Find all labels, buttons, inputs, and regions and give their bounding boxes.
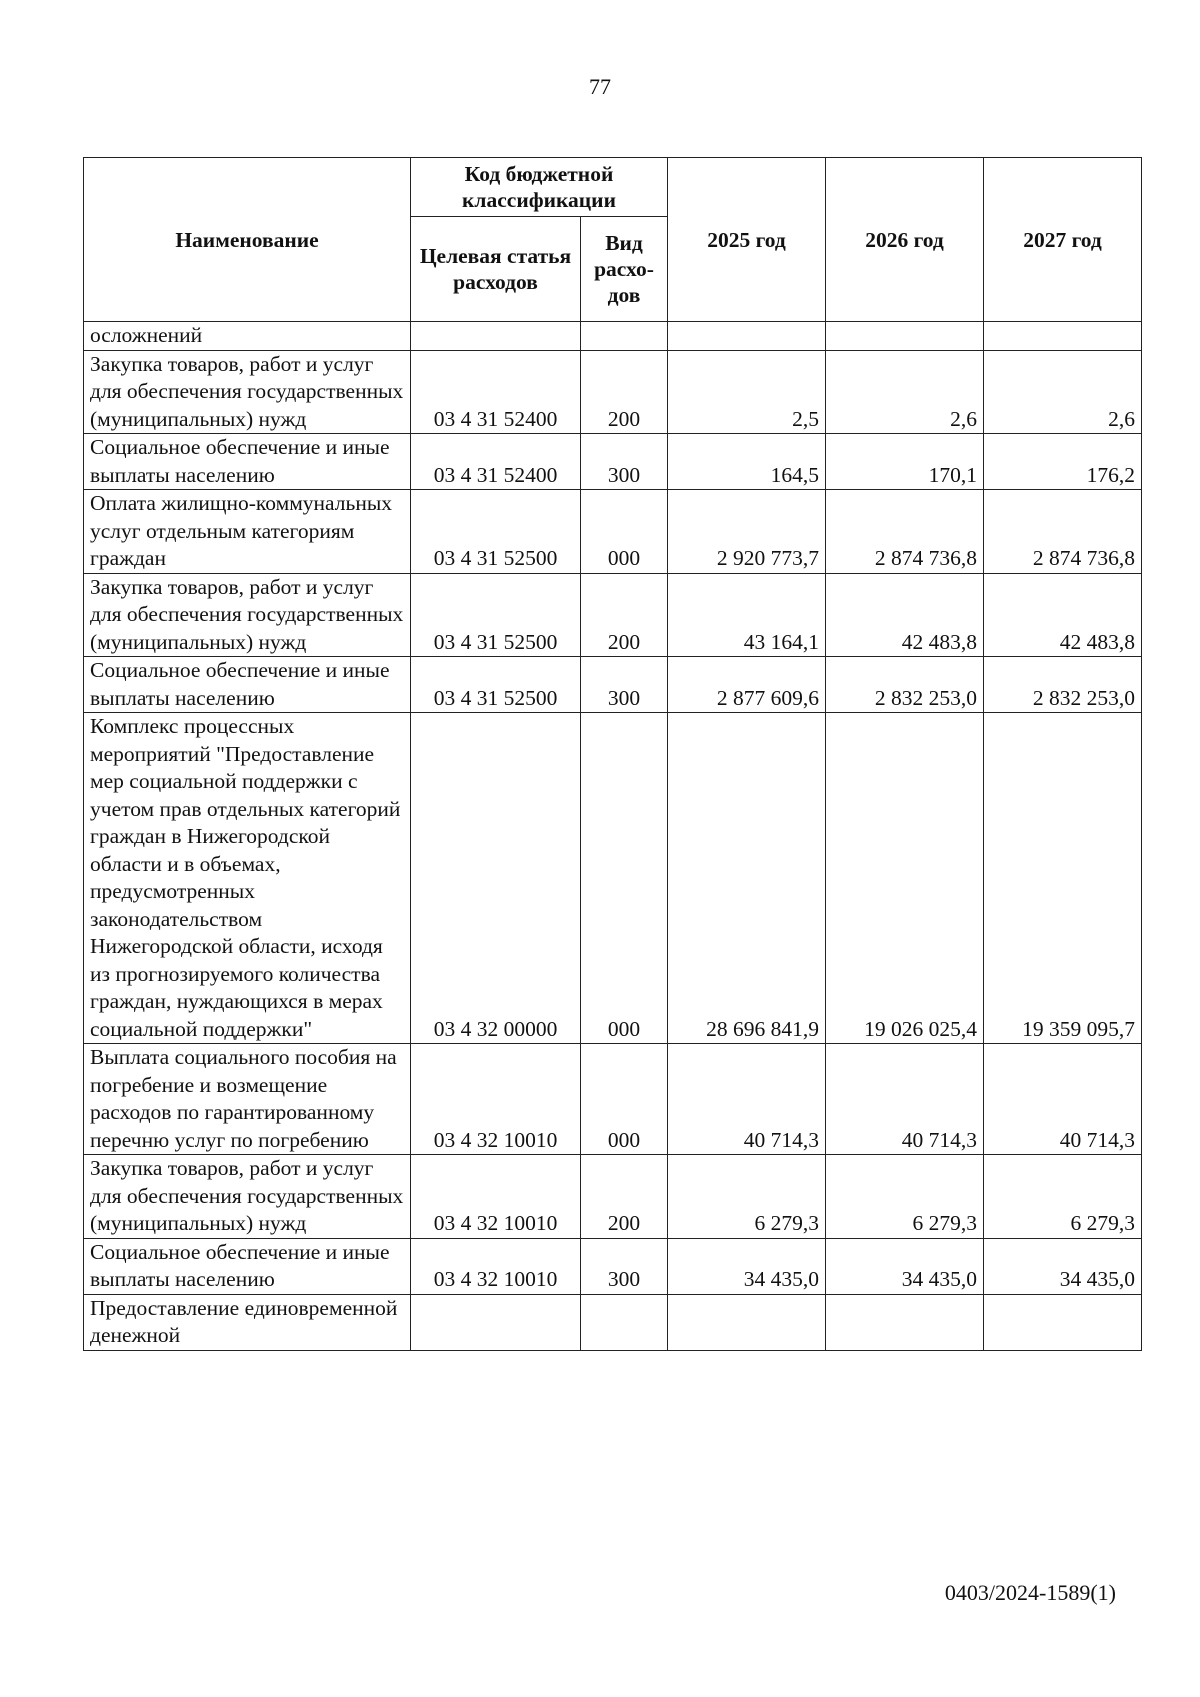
budget-table — [83, 157, 1142, 1351]
table-row — [84, 1155, 1142, 1239]
row-name: Оплата жилищно-коммунальных услуг отдельным категориям граждан — [84, 490, 411, 574]
row-value-2025: 2 877 609,6 — [668, 657, 826, 713]
row-value-2026: 19 026 025,4 — [826, 713, 984, 1044]
header-year-2027: 2027 год — [984, 158, 1142, 322]
header-budget-code: Код бюджетной классификации — [411, 158, 668, 217]
header-expense-type: Вид расхо-дов — [581, 217, 668, 322]
row-name: Закупка товаров, работ и услуг для обеспечения государственных (муниципальных) нужд — [84, 350, 411, 434]
header-year-2026: 2026 год — [826, 158, 984, 322]
row-value-2026 — [826, 1294, 984, 1350]
table-row — [84, 657, 1142, 713]
row-value-2025: 2,5 — [668, 350, 826, 434]
row-expense-type: 200 — [581, 573, 668, 657]
row-value-2027 — [984, 322, 1142, 351]
row-expense-type: 200 — [581, 350, 668, 434]
row-value-2025: 164,5 — [668, 434, 826, 490]
table-row — [84, 1294, 1142, 1350]
row-value-2027: 40 714,3 — [984, 1044, 1142, 1155]
row-target-article — [411, 1294, 581, 1350]
row-value-2026: 2,6 — [826, 350, 984, 434]
row-value-2027 — [984, 1294, 1142, 1350]
row-expense-type: 300 — [581, 434, 668, 490]
row-target-article: 03 4 32 10010 — [411, 1238, 581, 1294]
document-code: 0403/2024-1589(1) — [944, 1580, 1116, 1605]
row-expense-type: 300 — [581, 1238, 668, 1294]
row-value-2025: 34 435,0 — [668, 1238, 826, 1294]
row-value-2027: 6 279,3 — [984, 1155, 1142, 1239]
row-expense-type: 200 — [581, 1155, 668, 1239]
header-year-2025: 2025 год — [668, 158, 826, 322]
table-row — [84, 713, 1142, 1044]
row-expense-type — [581, 1294, 668, 1350]
table-row — [84, 350, 1142, 434]
row-value-2025: 40 714,3 — [668, 1044, 826, 1155]
row-value-2027: 2 874 736,8 — [984, 490, 1142, 574]
row-value-2026: 6 279,3 — [826, 1155, 984, 1239]
row-value-2027: 19 359 095,7 — [984, 713, 1142, 1044]
row-value-2027: 2 832 253,0 — [984, 657, 1142, 713]
row-name: Закупка товаров, работ и услуг для обеспечения государственных (муниципальных) нужд — [84, 1155, 411, 1239]
row-value-2027: 34 435,0 — [984, 1238, 1142, 1294]
row-value-2025: 43 164,1 — [668, 573, 826, 657]
row-value-2027: 2,6 — [984, 350, 1142, 434]
row-expense-type: 000 — [581, 713, 668, 1044]
row-name: Предоставление единовременной денежной — [84, 1294, 411, 1350]
row-target-article — [411, 322, 581, 351]
row-value-2027: 176,2 — [984, 434, 1142, 490]
row-target-article: 03 4 31 52500 — [411, 657, 581, 713]
row-expense-type: 000 — [581, 1044, 668, 1155]
row-value-2025: 28 696 841,9 — [668, 713, 826, 1044]
row-target-article: 03 4 32 10010 — [411, 1155, 581, 1239]
row-target-article: 03 4 31 52400 — [411, 434, 581, 490]
row-expense-type: 000 — [581, 490, 668, 574]
row-name: Комплекс процессных мероприятий "Предоставление мер социальной поддержки с учетом прав отдельных категорий граждан в Нижегородской области и в объемах, предусмотренных законодательством Нижегородской области, исходя из прогнозируемого количества граждан, нуждающихся в мерах социальной поддержки" — [84, 713, 411, 1044]
row-name: осложнений — [84, 322, 411, 351]
row-value-2026: 2 874 736,8 — [826, 490, 984, 574]
row-name: Социальное обеспечение и иные выплаты населению — [84, 657, 411, 713]
row-target-article: 03 4 32 00000 — [411, 713, 581, 1044]
row-expense-type — [581, 322, 668, 351]
row-target-article: 03 4 31 52500 — [411, 573, 581, 657]
row-name: Выплата социального пособия на погребение и возмещение расходов по гарантированному перечню услуг по погребению — [84, 1044, 411, 1155]
row-value-2027: 42 483,8 — [984, 573, 1142, 657]
table-row — [84, 322, 1142, 351]
table-row — [84, 434, 1142, 490]
table-row — [84, 1238, 1142, 1294]
row-target-article: 03 4 31 52500 — [411, 490, 581, 574]
table-body — [84, 322, 1142, 1351]
row-value-2026: 40 714,3 — [826, 1044, 984, 1155]
row-value-2025 — [668, 322, 826, 351]
row-name: Социальное обеспечение и иные выплаты населению — [84, 1238, 411, 1294]
row-target-article: 03 4 31 52400 — [411, 350, 581, 434]
row-value-2026: 170,1 — [826, 434, 984, 490]
row-value-2026: 34 435,0 — [826, 1238, 984, 1294]
row-name: Закупка товаров, работ и услуг для обеспечения государственных (муниципальных) нужд — [84, 573, 411, 657]
page-number: 77 — [589, 74, 611, 99]
row-value-2025 — [668, 1294, 826, 1350]
row-value-2025: 6 279,3 — [668, 1155, 826, 1239]
row-value-2026: 2 832 253,0 — [826, 657, 984, 713]
row-expense-type: 300 — [581, 657, 668, 713]
row-value-2026: 42 483,8 — [826, 573, 984, 657]
row-name: Социальное обеспечение и иные выплаты населению — [84, 434, 411, 490]
table-row — [84, 573, 1142, 657]
table-row — [84, 490, 1142, 574]
row-value-2025: 2 920 773,7 — [668, 490, 826, 574]
row-target-article: 03 4 32 10010 — [411, 1044, 581, 1155]
header-name: Наименование — [84, 158, 411, 322]
table-row — [84, 1044, 1142, 1155]
header-target-article: Целевая статья расходов — [411, 217, 581, 322]
row-value-2026 — [826, 322, 984, 351]
